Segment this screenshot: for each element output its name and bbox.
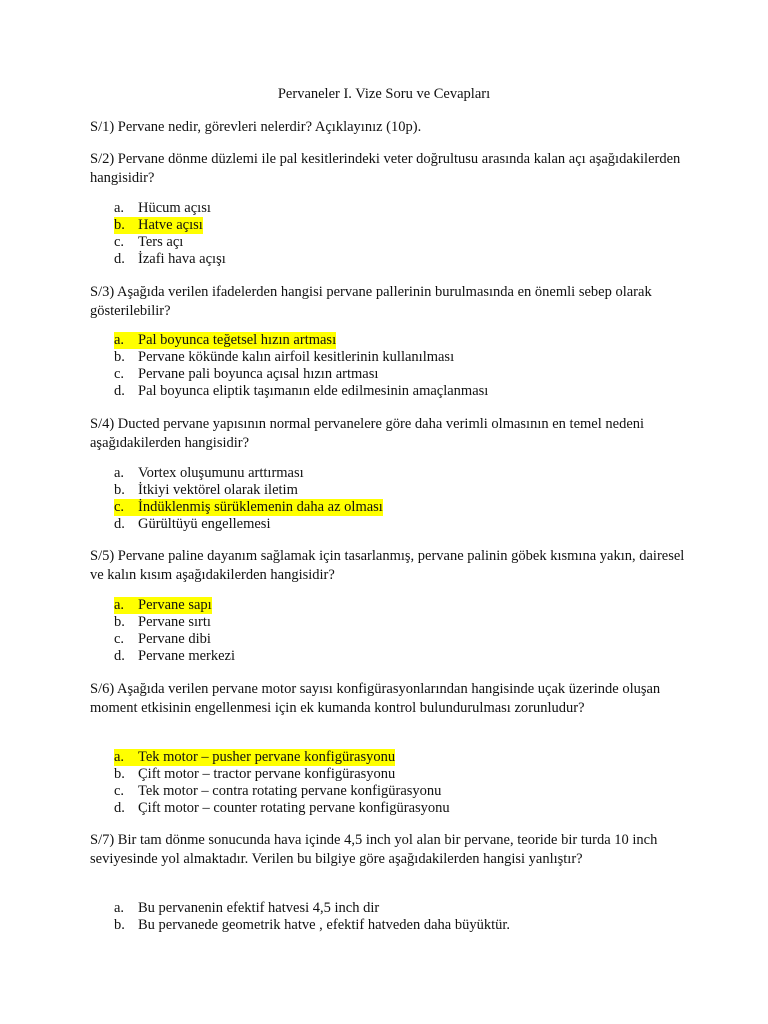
option-4c-answer: c. İndüklenmiş sürüklemenin daha az olması <box>114 499 383 515</box>
question-4: S/4) Ducted pervane yapısının normal pervanelere göre daha verimli olmasının en temel nedeni aşağıdakilerden hangisidir? <box>90 416 645 451</box>
question-2-options <box>114 200 226 268</box>
option-3c: c. Pervane pali boyunca açısal hızın artması <box>114 366 379 382</box>
option-7b: b. Bu pervanede geometrik hatve , efektif hatveden daha büyüktür. <box>114 917 511 933</box>
option-4b: b. İtkiyi vektörel olarak iletim <box>114 482 298 498</box>
page-title: Pervaneler I. Vize Soru ve Cevapları <box>277 86 491 102</box>
question-3: S/3) Aşağıda verilen ifadelerden hangisi pervane pallerinin burulmasında en önemli sebep olarak gösterilebilir? <box>90 284 652 319</box>
option-2d: d. İzafi hava açışı <box>114 251 226 267</box>
option-2c: c. Ters açı <box>114 234 184 250</box>
option-2a: a. Hücum açısı <box>114 200 211 216</box>
question-6: S/6) Aşağıda verilen pervane motor sayısı konfigürasyonlarından hangisinde uçak üzerinde oluşan moment etkisinin engellenmesi için ek kumanda kontrol bulundurulması zorunludur? <box>90 681 661 716</box>
option-5d: d. Pervane merkezi <box>114 648 236 664</box>
question-6-options <box>114 749 450 817</box>
question-7: S/7) Bir tam dönme sonucunda hava içinde 4,5 inch yol alan bir pervane, teoride bir turda 10 inch seviyesinde yol almaktadır. Verilen bu bilgiye göre aşağıdakilerden hangisi yanlıştır? <box>90 832 658 867</box>
option-5a-answer: a. Pervane sapı <box>114 597 212 613</box>
question-5-options <box>114 597 235 665</box>
option-3a-answer: a. Pal boyunca teğetsel hızın artması <box>114 332 337 348</box>
question-3-options <box>114 332 488 400</box>
option-3d: d. Pal boyunca eliptik taşımanın elde edilmesinin amaçlanması <box>114 383 489 399</box>
question-4-options <box>114 465 383 533</box>
option-7a: a. Bu pervanenin efektif hatvesi 4,5 inch dir <box>114 900 380 916</box>
question-2: S/2) Pervane dönme düzlemi ile pal kesitlerindeki veter doğrultusu arasında kalan açı aşağıdakilerden hangisidir? <box>90 151 681 186</box>
option-6a-answer: a. Tek motor – pusher pervane konfigürasyonu <box>114 749 396 765</box>
option-4d: d. Gürültüyü engellemesi <box>114 516 271 532</box>
option-4a: a. Vortex oluşumunu arttırması <box>114 465 304 481</box>
option-6b: b. Çift motor – tractor pervane konfigürasyonu <box>114 766 396 782</box>
option-2b-answer: b. Hatve açısı <box>114 217 203 233</box>
option-5c: c. Pervane dibi <box>114 631 211 647</box>
option-5b: b. Pervane sırtı <box>114 614 211 630</box>
option-3b: b. Pervane kökünde kalın airfoil kesitlerinin kullanılması <box>114 349 455 365</box>
question-1: S/1) Pervane nedir, görevleri nelerdir? Açıklayınız (10p). <box>90 119 422 135</box>
question-5: S/5) Pervane paline dayanım sağlamak için tasarlanmış, pervane palinin göbek kısmına yakın, dairesel ve kalın kısım aşağıdakilerden hangisidir? <box>90 548 685 583</box>
question-7-options <box>114 900 510 934</box>
option-6c: c. Tek motor – contra rotating pervane konfigürasyonu <box>114 783 442 799</box>
option-6d: d. Çift motor – counter rotating pervane konfigürasyonu <box>114 800 450 816</box>
